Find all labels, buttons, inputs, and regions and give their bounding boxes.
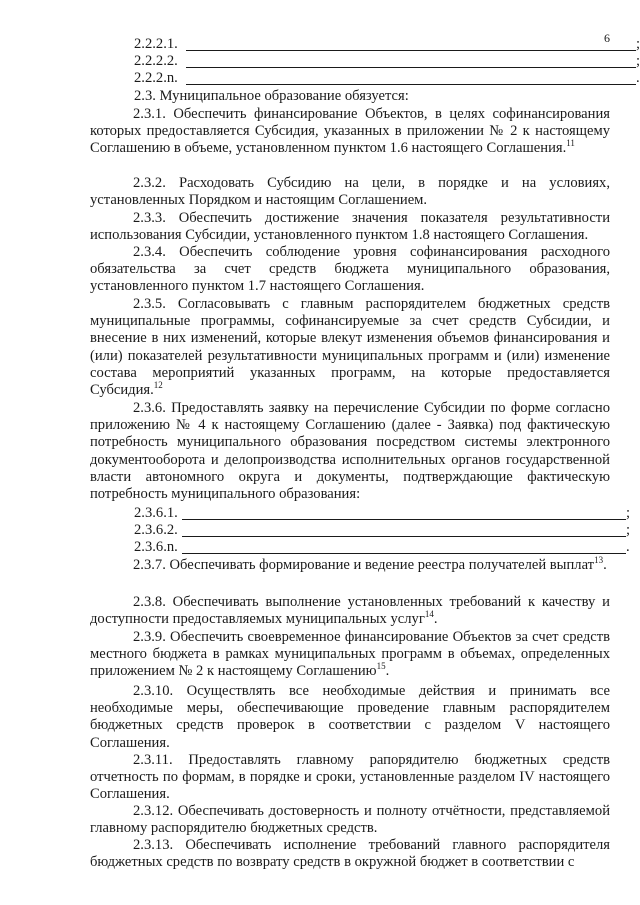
footnote-ref: 13 xyxy=(594,555,604,566)
fill-label: 2.3.6.n. xyxy=(134,539,178,555)
footnote-ref: 15 xyxy=(376,661,386,672)
fill-end: . xyxy=(626,539,630,555)
clause-2-3-4: 2.3.4. Обеспечить соблюдение уровня софинансирования расходного обязательства за счет средств бюджета муниципального образования, установленного пунктом 1.7 настоящего Соглашения. xyxy=(90,244,610,295)
fill-label: 2.2.2.2. xyxy=(134,53,178,69)
section-heading-2-3: 2.3. Муниципальное образование обязуется: xyxy=(134,88,409,104)
clause-2-3-11: 2.3.11. Предоставлять главному рапорядителю бюджетных средств отчетность по формам, в порядке и сроки, установленные разделом IV настоящего Соглашения. xyxy=(90,752,610,803)
clause-2-3-6: 2.3.6. Предоставлять заявку на перечисление Субсидии по форме согласно приложению № 4 к настоящему Соглашению (далее - Заявка) под фактическую потребность муниципального образования посредством системы электронного документооборота и делопроизводства исполнительных органов государственной власти автономного округа и документы, подтверждающие фактическую потребность муниципального образования: xyxy=(90,400,610,503)
fill-end: ; xyxy=(636,53,640,69)
fill-line-2361 xyxy=(134,505,631,522)
clause-2-3-8 xyxy=(90,594,610,628)
fill-line-2222 xyxy=(134,53,640,70)
clause-end: . xyxy=(433,611,438,628)
clause-2-3-5 xyxy=(90,296,610,399)
clause-end: . xyxy=(385,663,390,680)
footnote-ref: 11 xyxy=(566,138,575,149)
page-number: 6 xyxy=(604,31,610,45)
clause-end: . xyxy=(603,557,607,573)
clause-2-3-7 xyxy=(90,557,610,574)
clause-text: 2.3.8. Обеспечивать выполнение установленных требований к качеству и доступности предоставляемых муниципальных услуг xyxy=(90,594,610,628)
fill-end: ; xyxy=(626,505,631,521)
clause-2-3-12: 2.3.12. Обеспечивать достоверность и полноту отчётности, представляемой главному распорядителю бюджетных средств. xyxy=(90,803,610,837)
fill-line-236n xyxy=(134,539,630,556)
clause-2-3-3: 2.3.3. Обеспечить достижение значения показателя результативности использования Субсидии, установленного пунктом 1.8 настоящего Соглашения. xyxy=(90,210,610,244)
fill-line-2221 xyxy=(134,36,640,53)
fill-line-2362 xyxy=(134,522,631,539)
fill-label: 2.3.6.2. xyxy=(134,522,178,538)
clause-text: 2.3.9. Обеспечить своевременное финансирование Объектов за счет средств местного бюджета в рамках муниципальных программ в объемах, определенных приложением № 2 к настоящему Соглашению xyxy=(90,629,610,680)
fill-end: . xyxy=(636,70,640,86)
clause-2-3-9 xyxy=(90,629,610,681)
fill-label: 2.2.2.1. xyxy=(134,36,178,52)
footnote-ref: 14 xyxy=(424,609,434,620)
clause-text: 2.3.1. Обеспечить финансирование Объектов, в целях софинансирования которых предоставляется Субсидия, указанных в приложении № 2 к настоящему Соглашению в объеме, установленном пунктом 1.6 настоящего Соглашения. xyxy=(90,106,610,157)
clause-2-3-1 xyxy=(90,106,610,158)
fill-end: ; xyxy=(636,36,640,52)
fill-line-222n xyxy=(134,70,640,87)
footnote-ref: 12 xyxy=(153,380,163,391)
clause-2-3-10: 2.3.10. Осуществлять все необходимые действия и принимать все необходимые меры, обеспечивающие проведение главным распорядителем бюджетных средств проверок в соответствии с разделом V настоящего Соглашения. xyxy=(90,683,610,751)
fill-label: 2.3.6.1. xyxy=(134,505,178,521)
fill-label: 2.2.2.n. xyxy=(134,70,178,86)
clause-2-3-13: 2.3.13. Обеспечивать исполнение требований главного распорядителя бюджетных средств по возврату средств в окружной бюджет в соответствии с xyxy=(90,837,610,871)
fill-end: ; xyxy=(626,522,631,538)
clause-2-3-2: 2.3.2. Расходовать Субсидию на цели, в порядке и на условиях, установленных Порядком и настоящим Соглашением. xyxy=(90,175,610,209)
clause-text: 2.3.5. Согласовывать с главным распорядителем бюджетных средств муниципальные программы, софинансируемые за счет средств Субсидии, и внесение в них изменений, которые влекут изменения объемов финансирования и (или) показателей результативности муниципальных программ и (или) изменение состава мероприятий указанных программ, на которые предоставляется Субсидия. xyxy=(90,296,610,399)
clause-text: 2.3.7. Обеспечивать формирование и ведение реестра получателей выплат xyxy=(133,557,595,573)
